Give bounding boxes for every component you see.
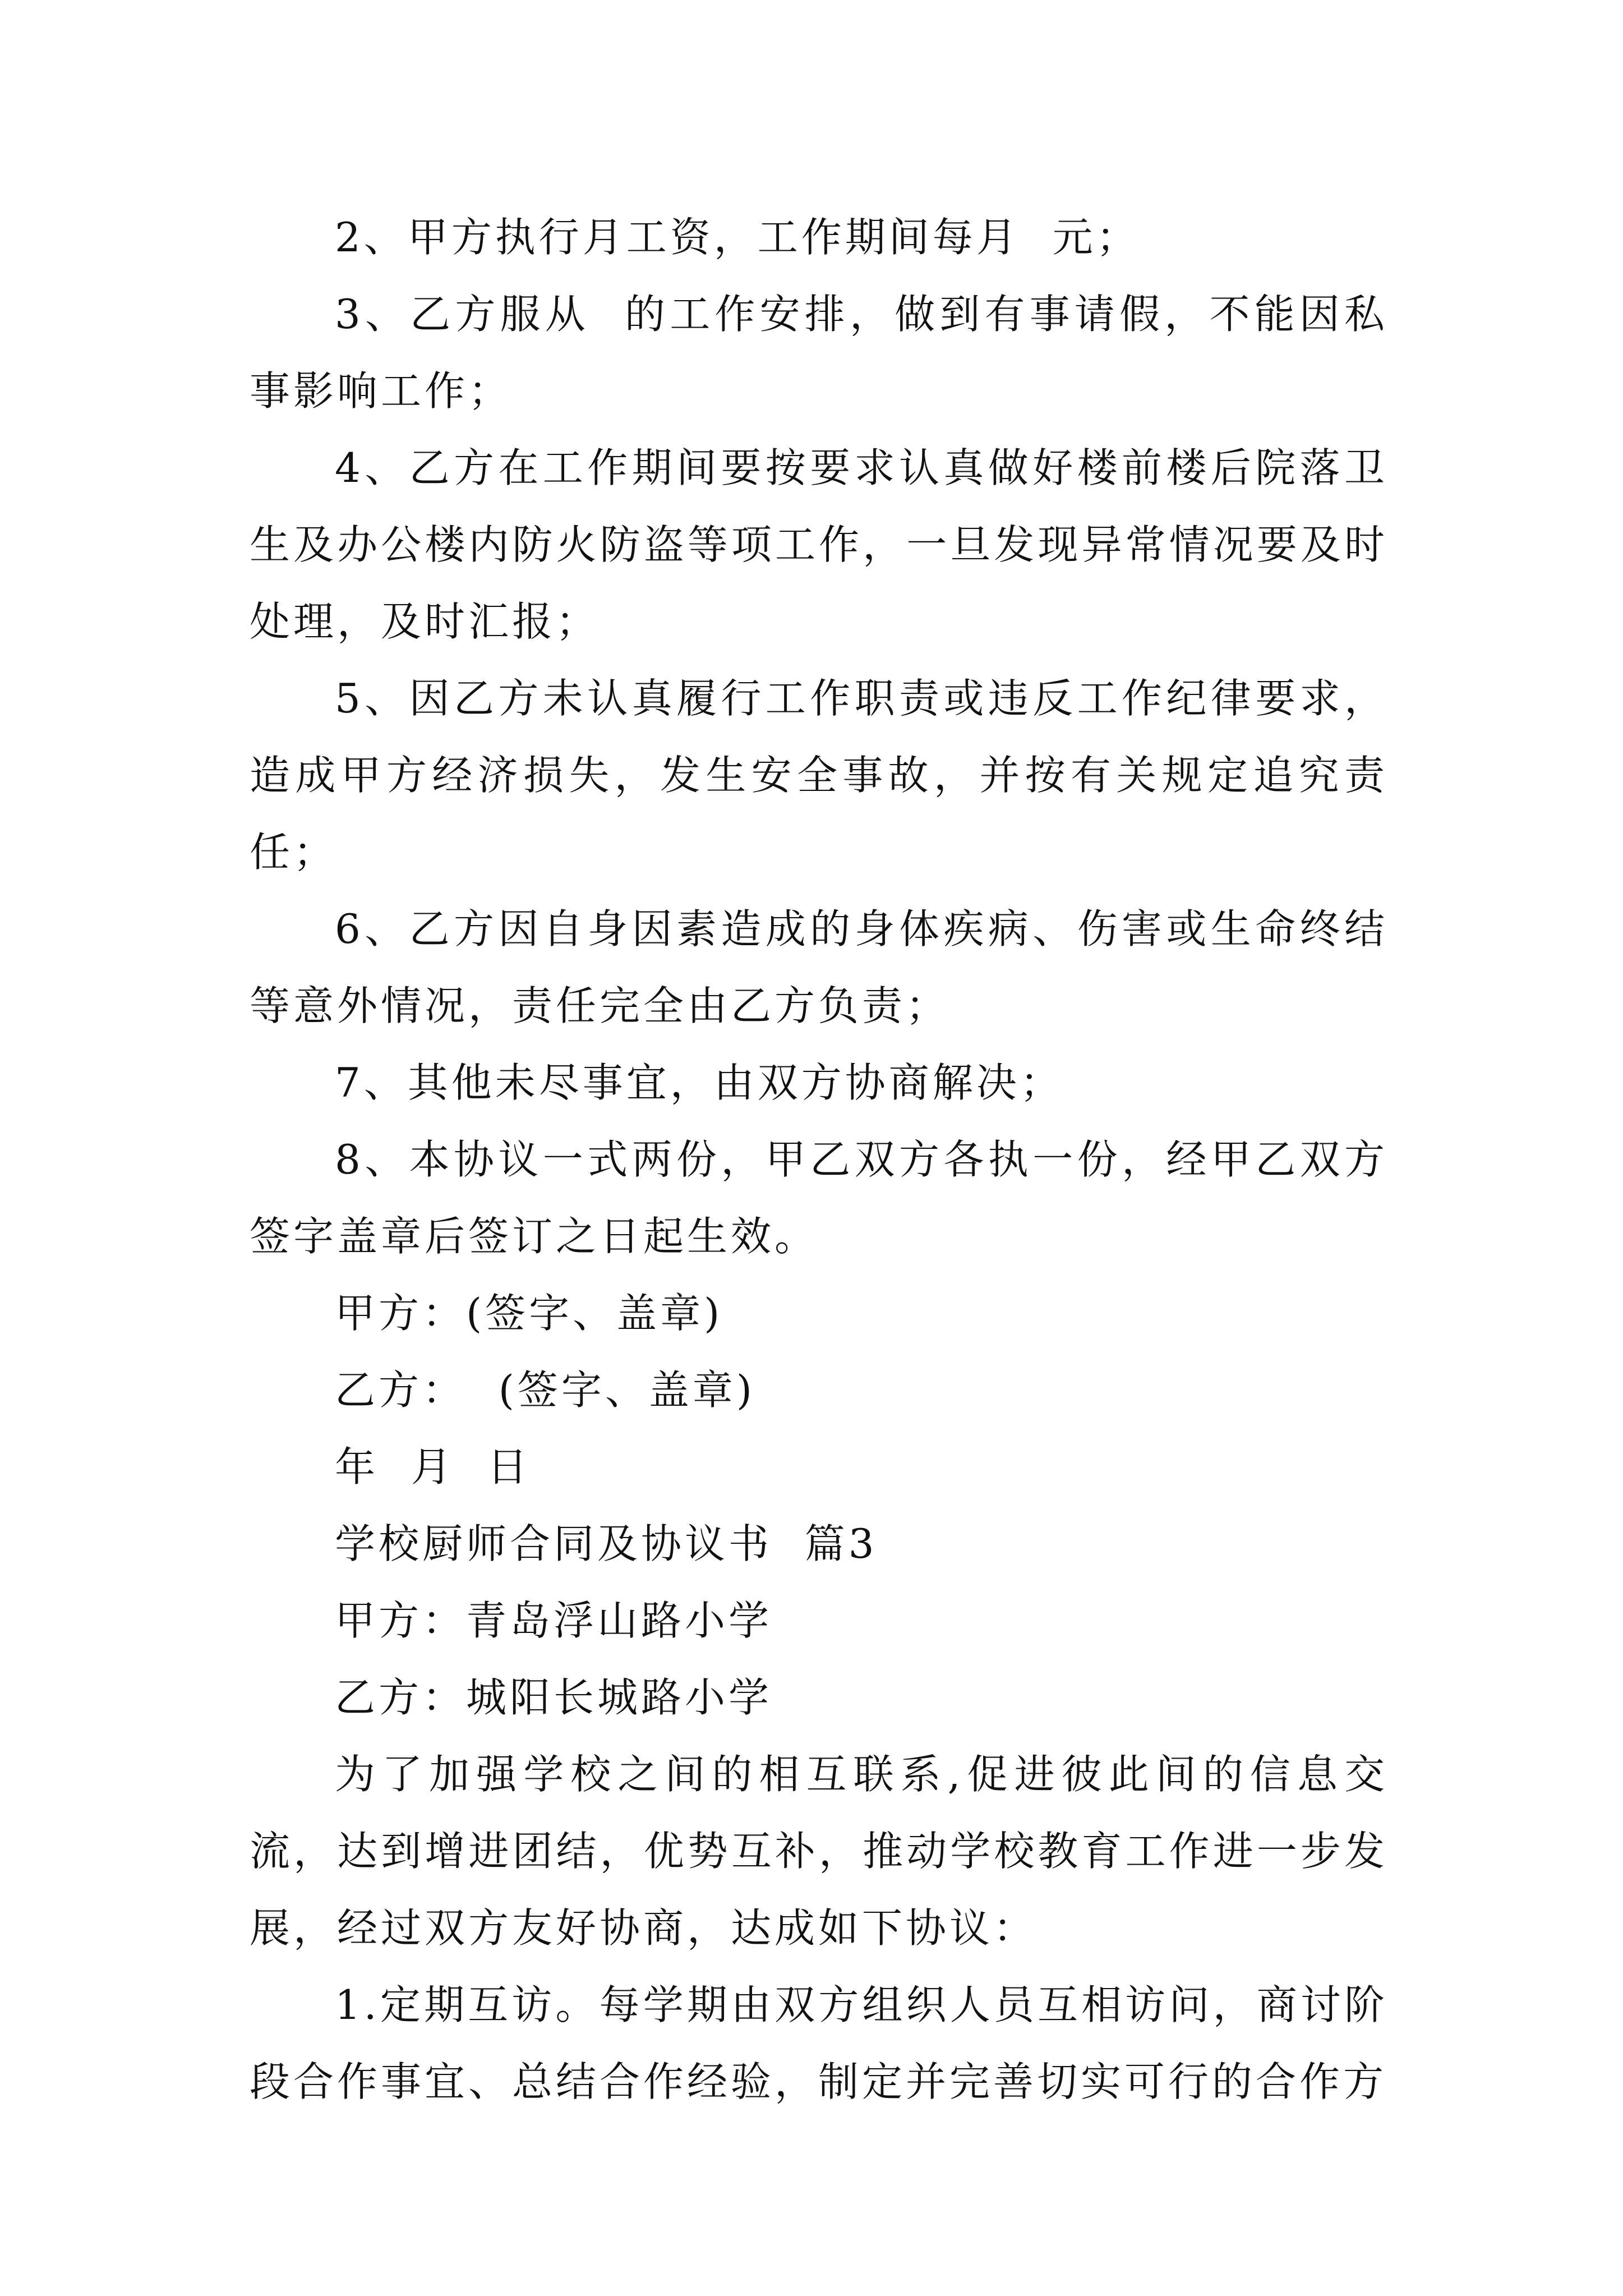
clause-5-liability: 5、因乙方未认真履行工作职责或违反工作纪律要求，造成甲方经济损失，发生安全事故，并按有关规定追究责任； (250, 675, 1388, 876)
date-line: 年 月 日 (335, 1443, 531, 1490)
clause-8-effectiveness: 8、本协议一式两份，甲乙双方各执一份，经甲乙双方签字盖章后签订之日起生效。 (250, 1136, 1388, 1260)
item-1-regular-visits: 1.定期互访。每学期由双方组织人员互相访问，商讨阶段合作事宜、总结合作经验，制定并完善切实可行的合作方 (250, 1981, 1388, 2105)
clause-7-other-matters: 7、其他未尽事宜，由双方协商解决； (335, 1059, 1064, 1106)
clause-6-personal-risk: 6、乙方因自身因素造成的身体疾病、伤害或生命终结等意外情况，责任完全由乙方负责； (250, 905, 1388, 1029)
party-b-signature-line: 乙方： (签字、盖章) (335, 1366, 755, 1414)
party-a-signature-line: 甲方：(签字、盖章) (335, 1290, 723, 1337)
document-body (250, 199, 1388, 2120)
clause-4-duties: 4、乙方在工作期间要按要求认真做好楼前楼后院落卫生及办公楼内防火防盗等项工作，一旦发现异常情况要及时处理，及时汇报； (250, 444, 1388, 645)
party-a-name: 甲方：青岛浮山路小学 (335, 1597, 773, 1644)
clause-3-work-arrangement: 3、乙方服从 的工作安排，做到有事请假，不能因私事影响工作； (250, 291, 1388, 415)
clause-2-salary: 2、甲方执行月工资，工作期间每月 元； (335, 214, 1140, 261)
section-heading: 学校厨师合同及协议书 篇3 (335, 1520, 878, 1567)
party-b-name: 乙方：城阳长城路小学 (335, 1674, 773, 1721)
agreement-preamble: 为了加强学校之间的相互联系,促进彼此间的信息交流，达到增进团结，优势互补，推动学校教育工作进一步发展，经过双方友好协商，达成如下协议： (250, 1751, 1388, 1952)
